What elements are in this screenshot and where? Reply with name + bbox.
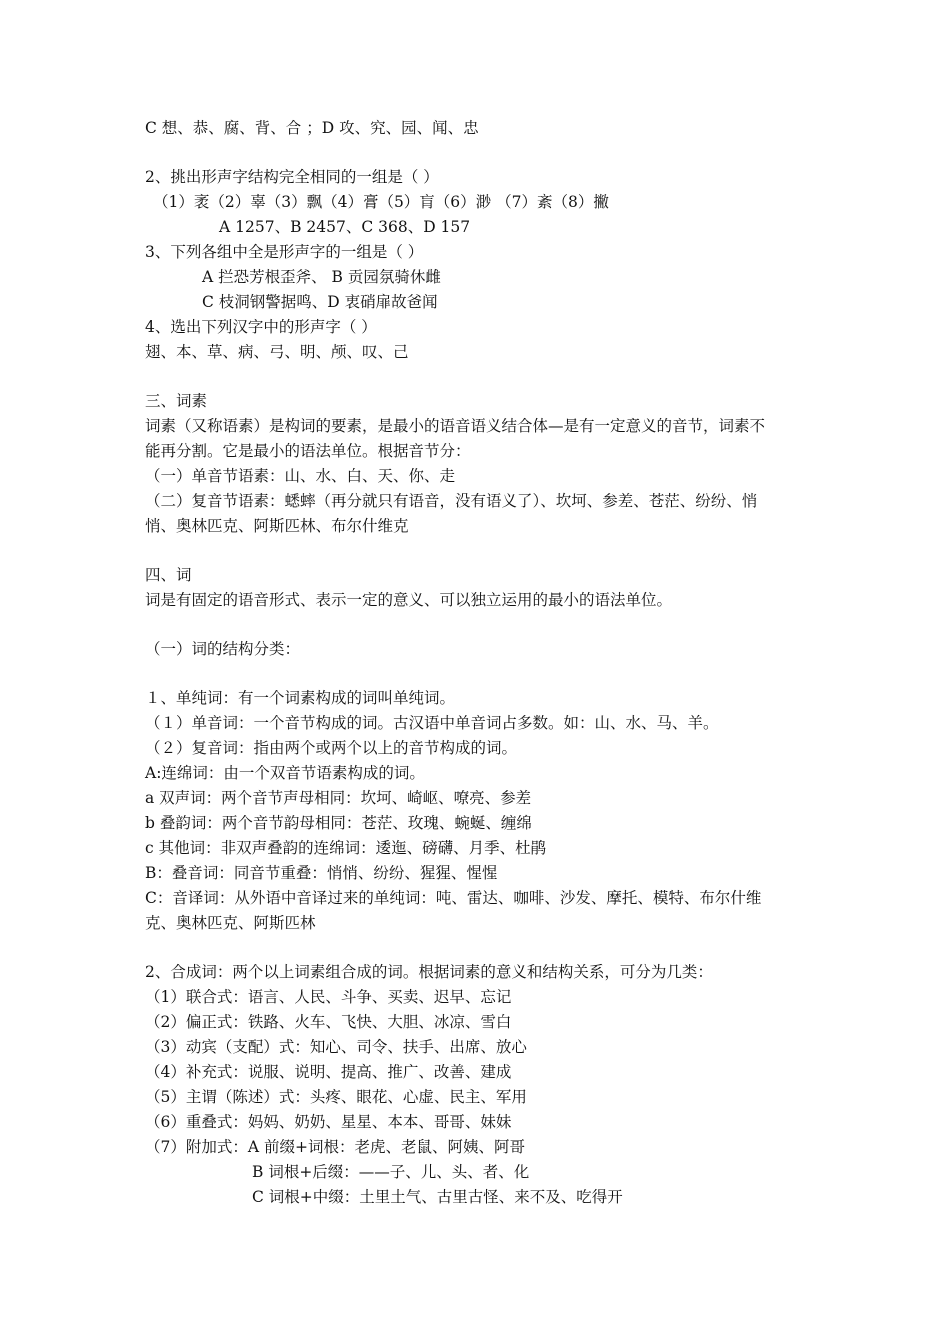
list-item-continued: 克、奥林匹克、阿斯匹林 (145, 914, 316, 932)
list-item: B：叠音词：同音节重叠：悄悄、纷纷、猩猩、惺惺 (145, 864, 498, 882)
list-item: （4）补充式：说服、说明、提高、推广、改善、建成 (145, 1063, 512, 1081)
list-item: （5）主谓（陈述）式：头疼、眼花、心虚、民主、军用 (145, 1088, 527, 1106)
list-item: （3）动宾（支配）式：知心、司令、扶手、出席、放心 (145, 1038, 527, 1056)
question-3: 3、下列各组中全是形声字的一组是（ ） (145, 243, 424, 261)
list-item: （1）联合式：语言、人民、斗争、买卖、迟早、忘记 (145, 988, 512, 1006)
question-4: 4、选出下列汉字中的形声字（ ） (145, 318, 377, 336)
section-heading-word: 四、词 (145, 566, 192, 584)
list-item-continued: 悄、奥林匹克、阿斯匹林、布尔什维克 (145, 517, 409, 535)
list-item: a 双声词：两个音节声母相同：坎坷、崎岖、嘹亮、参差 (145, 789, 532, 807)
paragraph-line: 词是有固定的语音形式、表示一定的意义、可以独立运用的最小的语法单位。 (145, 591, 673, 609)
question-2: 2、挑出形声字结构完全相同的一组是（ ） (145, 168, 439, 186)
paragraph-line: 能再分割。它是最小的语法单位。根据音节分： (145, 442, 471, 460)
list-item: A:连绵词：由一个双音节语素构成的词。 (145, 764, 425, 782)
text-line: C 想、恭、腐、背、合 ；D 攻、究、园、闻、忠 (145, 119, 479, 137)
list-item: （二）复音节语素：蟋蟀（再分就只有语音，没有语义了）、坎坷、参差、苍茫、纷纷、悄 (145, 492, 758, 510)
list-heading: 2、合成词：两个以上词素组合成的词。根据词素的意义和结构关系，可分为几类： (145, 963, 713, 981)
list-item: （２）复音词：指由两个或两个以上的音节构成的词。 (145, 739, 518, 757)
list-subitem: B 词根+后缀：——子、儿、头、者、化 (252, 1163, 530, 1181)
list-item: （7）附加式：A 前缀+词根：老虎、老鼠、阿姨、阿哥 (145, 1138, 525, 1156)
list-subitem: C 词根+中缀：土里土气、古里古怪、来不及、吃得开 (252, 1188, 623, 1206)
list-item: （6）重叠式：妈妈、奶奶、星星、本本、哥哥、妹妹 (145, 1113, 512, 1131)
question-4-chars: 翅、本、草、病、弓、明、颅、叹、己 (145, 343, 409, 361)
list-item: c 其他词：非双声叠韵的连绵词：逶迤、磅礴、月季、杜鹃 (145, 839, 547, 857)
list-item: （2）偏正式：铁路、火车、飞快、大胆、冰凉、雪白 (145, 1013, 512, 1031)
question-3-option-cd: C 枝洞钢警据鸣、D 衷硝扉故爸闻 (202, 293, 438, 311)
section-heading-morpheme: 三、词素 (145, 392, 208, 410)
list-item: （一）单音节语素：山、水、白、天、你、走 (145, 467, 456, 485)
subsection-heading: （一）词的结构分类： (145, 640, 301, 658)
list-heading: １、单纯词：有一个词素构成的词叫单纯词。 (145, 689, 456, 707)
list-item: （１）单音词：一个音节构成的词。古汉语中单音词占多数。如：山、水、马、羊。 (145, 714, 719, 732)
question-2-options: A 1257、B 2457、C 368、D 157 (219, 218, 471, 236)
question-2-items: （1）袤（2）辜（3）飘（4）膏（5）肓（6）渺 （7）紊（8）撇 (153, 193, 609, 211)
paragraph-line: 词素（又称语素）是构词的要素，是最小的语音语义结合体—是有一定意义的音节，词素不 (145, 417, 766, 435)
question-3-option-ab: A 拦恐芳根歪斧、 B 贡园氛骑休雌 (202, 268, 441, 286)
list-item: C：音译词：从外语中音译过来的单纯词：吨、雷达、咖啡、沙发、摩托、模特、布尔什维 (145, 889, 762, 907)
list-item: b 叠韵词：两个音节韵母相同：苍茫、玫瑰、蜿蜒、缠绵 (145, 814, 532, 832)
